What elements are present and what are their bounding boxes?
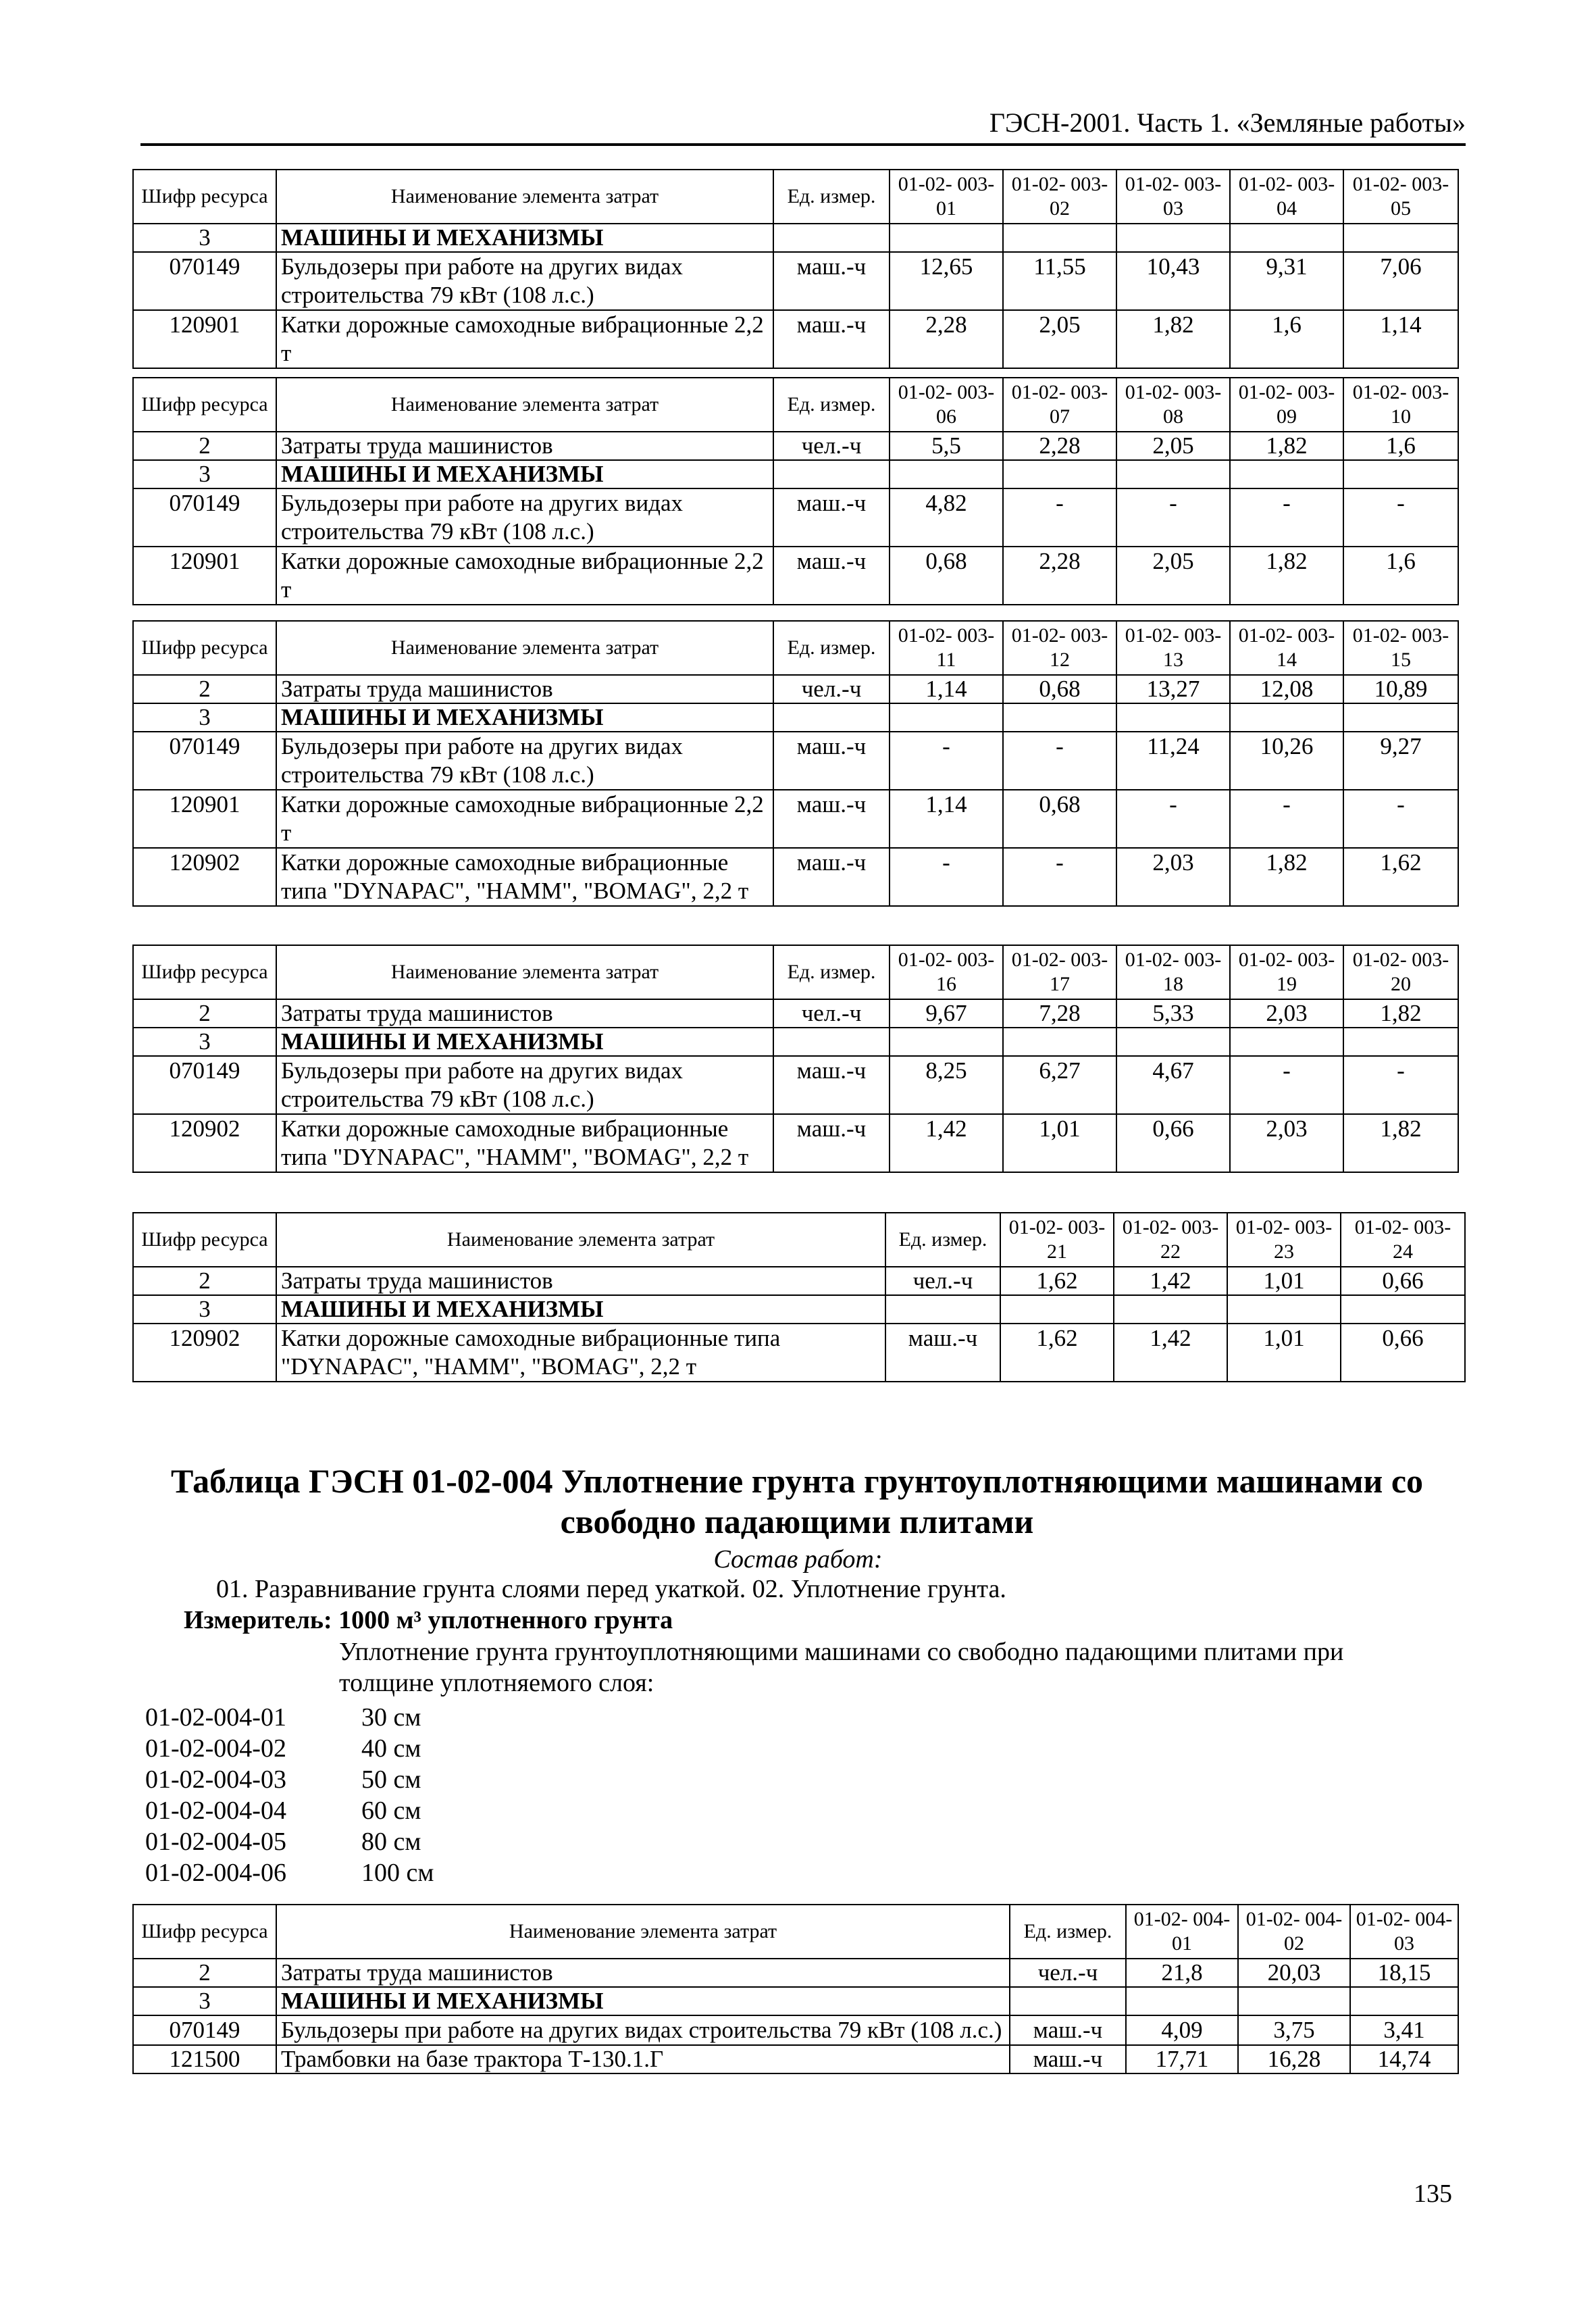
value-cell: 1,6 (1343, 547, 1458, 605)
resource-name: Катки дорожные самоходные вибрационные 2,2 т (276, 790, 773, 848)
value-cell: 9,67 (890, 999, 1003, 1028)
value-cell: 1,82 (1230, 432, 1343, 460)
value-cell (890, 224, 1003, 252)
resource-name: Затраты труда машинистов (276, 1959, 1010, 1987)
value-cell: - (890, 848, 1003, 906)
variant-value: 40 см (361, 1734, 421, 1763)
resource-unit: маш.-ч (773, 547, 890, 605)
value-cell: - (890, 732, 1003, 790)
table-row (133, 310, 1458, 368)
resource-code: 120902 (133, 848, 276, 906)
header-norm-code: 01-02- 003-22 (1114, 1213, 1227, 1267)
header-rule (140, 143, 1466, 146)
resource-name: Бульдозеры при работе на других видах строительства 79 кВт (108 л.с.) (276, 252, 773, 310)
table-row (133, 703, 1458, 732)
header-code: Шифр ресурса (133, 170, 276, 224)
value-cell: 8,25 (890, 1056, 1003, 1114)
header-norm-code: 01-02- 003-05 (1343, 170, 1458, 224)
value-cell (1003, 1028, 1116, 1056)
table-row (133, 732, 1458, 790)
value-cell: 1,14 (1343, 310, 1458, 368)
value-cell: 1,62 (1000, 1267, 1114, 1295)
value-cell: 16,28 (1238, 2045, 1350, 2073)
value-cell: 2,28 (890, 310, 1003, 368)
value-cell (1003, 224, 1116, 252)
header-unit: Ед. измер. (773, 621, 890, 675)
header-norm-code: 01-02- 003-23 (1227, 1213, 1341, 1267)
table-row (133, 1324, 1465, 1382)
header-norm-code: 01-02- 003-10 (1343, 378, 1458, 432)
header-norm-code: 01-02- 003-01 (890, 170, 1003, 224)
table-row (133, 1114, 1458, 1172)
table-row (133, 547, 1458, 605)
resource-unit: чел.-ч (773, 999, 890, 1028)
value-cell: 18,15 (1350, 1959, 1458, 1987)
resource-code: 070149 (133, 2015, 276, 2045)
variant-value: 80 см (361, 1828, 421, 1856)
resource-code: 3 (133, 1295, 276, 1324)
norm-table-2 (132, 377, 1459, 605)
variant-row (145, 1765, 421, 1794)
resource-code: 120902 (133, 1324, 276, 1382)
value-cell: 4,09 (1126, 2015, 1238, 2045)
variant-value: 50 см (361, 1765, 421, 1794)
norm-table-5 (132, 1212, 1466, 1382)
header-name: Наименование элемента затрат (276, 378, 773, 432)
resource-unit (773, 460, 890, 488)
resource-name: МАШИНЫ И МЕХАНИЗМЫ (276, 1295, 885, 1324)
value-cell (1230, 460, 1343, 488)
value-cell: 12,08 (1230, 675, 1343, 703)
header-norm-code: 01-02- 003-11 (890, 621, 1003, 675)
value-cell: 2,28 (1003, 547, 1116, 605)
variant-value: 100 см (361, 1859, 434, 1887)
value-cell: 0,66 (1341, 1324, 1465, 1382)
value-cell (1230, 224, 1343, 252)
value-cell: 12,65 (890, 252, 1003, 310)
resource-code: 3 (133, 1028, 276, 1056)
value-cell: 1,62 (1000, 1324, 1114, 1382)
value-cell: 1,42 (1114, 1324, 1227, 1382)
value-cell: 1,01 (1227, 1267, 1341, 1295)
resource-name: Затраты труда машинистов (276, 432, 773, 460)
resource-unit: чел.-ч (885, 1267, 1000, 1295)
resource-unit: маш.-ч (1010, 2015, 1126, 2045)
resource-name: МАШИНЫ И МЕХАНИЗМЫ (276, 224, 773, 252)
value-cell: 7,06 (1343, 252, 1458, 310)
value-cell (1116, 460, 1230, 488)
value-cell: 2,05 (1116, 432, 1230, 460)
header-norm-code: 01-02- 003-02 (1003, 170, 1116, 224)
table-row (133, 488, 1458, 547)
value-cell: 9,27 (1343, 732, 1458, 790)
variant-row (145, 1703, 421, 1732)
header-norm-code: 01-02- 003-13 (1116, 621, 1230, 675)
resource-code: 120901 (133, 310, 276, 368)
resource-unit: маш.-ч (773, 1056, 890, 1114)
resource-code: 2 (133, 1267, 276, 1295)
resource-unit (1010, 1987, 1126, 2015)
header-norm-code: 01-02- 003-19 (1230, 945, 1343, 999)
resource-unit: маш.-ч (773, 1114, 890, 1172)
value-cell: 0,68 (890, 547, 1003, 605)
resource-code: 2 (133, 1959, 276, 1987)
value-cell: 1,14 (890, 675, 1003, 703)
value-cell: - (1230, 790, 1343, 848)
value-cell: 7,28 (1003, 999, 1116, 1028)
value-cell (1114, 1295, 1227, 1324)
resource-code: 120902 (133, 1114, 276, 1172)
header-name: Наименование элемента затрат (276, 1905, 1010, 1959)
header-unit: Ед. измер. (773, 378, 890, 432)
value-cell: 2,05 (1116, 547, 1230, 605)
value-cell: 2,03 (1230, 1114, 1343, 1172)
work-items: 01. Разравнивание грунта слоями перед укаткой. 02. Уплотнение грунта. (216, 1575, 1006, 1603)
header-norm-code: 01-02- 003-16 (890, 945, 1003, 999)
resource-code: 070149 (133, 1056, 276, 1114)
value-cell: - (1343, 488, 1458, 547)
header-code: Шифр ресурса (133, 621, 276, 675)
value-cell: 10,89 (1343, 675, 1458, 703)
header-code: Шифр ресурса (133, 378, 276, 432)
value-cell (1343, 1028, 1458, 1056)
resource-name: Затраты труда машинистов (276, 675, 773, 703)
resource-code: 3 (133, 1987, 276, 2015)
value-cell: 2,03 (1230, 999, 1343, 1028)
value-cell: 0,68 (1003, 675, 1116, 703)
norm-table-3 (132, 620, 1459, 907)
resource-code: 2 (133, 999, 276, 1028)
header-norm-code: 01-02- 004-01 (1126, 1905, 1238, 1959)
resource-unit (773, 1028, 890, 1056)
norm-table-4 (132, 945, 1459, 1173)
value-cell: 17,71 (1126, 2045, 1238, 2073)
header-code: Шифр ресурса (133, 1905, 276, 1959)
value-cell: - (1116, 790, 1230, 848)
value-cell: 1,14 (890, 790, 1003, 848)
resource-code: 070149 (133, 252, 276, 310)
resource-code: 3 (133, 703, 276, 732)
value-cell: 1,6 (1230, 310, 1343, 368)
section-title: Таблица ГЭСН 01-02-004 Уплотнение грунта грунтоуплотняющими машинами со свободно падающими плитами (170, 1462, 1424, 1540)
header-unit: Ед. измер. (1010, 1905, 1126, 1959)
variant-row (145, 1796, 421, 1826)
value-cell: 2,03 (1116, 848, 1230, 906)
value-cell (1343, 703, 1458, 732)
header-name: Наименование элемента затрат (276, 621, 773, 675)
header-norm-code: 01-02- 003-20 (1343, 945, 1458, 999)
table-row (133, 790, 1458, 848)
value-cell (890, 460, 1003, 488)
table-row (133, 1267, 1465, 1295)
work-composition-label: Состав работ: (713, 1545, 883, 1574)
table-row (133, 848, 1458, 906)
table-row (133, 1959, 1458, 1987)
resource-name: Бульдозеры при работе на других видах строительства 79 кВт (108 л.с.) (276, 1056, 773, 1114)
header-norm-code: 01-02- 003-12 (1003, 621, 1116, 675)
value-cell (1126, 1987, 1238, 2015)
value-cell: 21,8 (1126, 1959, 1238, 1987)
header-unit: Ед. измер. (773, 945, 890, 999)
value-cell: 1,6 (1343, 432, 1458, 460)
header-norm-code: 01-02- 004-03 (1350, 1905, 1458, 1959)
variant-code: 01-02-004-03 (145, 1765, 286, 1794)
value-cell (1341, 1295, 1465, 1324)
resource-name: Катки дорожные самоходные вибрационные 2,2 т (276, 547, 773, 605)
norm-description: Уплотнение грунта грунтоуплотняющими машинами со свободно падающими плитами при толщине уплотняемого слоя: (339, 1638, 1344, 1697)
value-cell: 1,82 (1230, 547, 1343, 605)
resource-unit: маш.-ч (773, 310, 890, 368)
norm-table-1 (132, 169, 1459, 369)
resource-name: Затраты труда машинистов (276, 999, 773, 1028)
value-cell: 1,82 (1230, 848, 1343, 906)
page-number: 135 (1414, 2180, 1452, 2208)
header-name: Наименование элемента затрат (276, 945, 773, 999)
value-cell: 0,66 (1116, 1114, 1230, 1172)
value-cell: 11,55 (1003, 252, 1116, 310)
resource-code: 2 (133, 432, 276, 460)
resource-name: Бульдозеры при работе на других видах строительства 79 кВт (108 л.с.) (276, 2015, 1010, 2045)
resource-name: Бульдозеры при работе на других видах строительства 79 кВт (108 л.с.) (276, 732, 773, 790)
value-cell: 1,42 (1114, 1267, 1227, 1295)
value-cell (1350, 1987, 1458, 2015)
resource-code: 3 (133, 460, 276, 488)
resource-code: 120901 (133, 547, 276, 605)
header-norm-code: 01-02- 003-04 (1230, 170, 1343, 224)
value-cell: 13,27 (1116, 675, 1230, 703)
table-row (133, 1987, 1458, 2015)
value-cell: 1,82 (1116, 310, 1230, 368)
resource-unit (773, 703, 890, 732)
value-cell: - (1230, 1056, 1343, 1114)
header-norm-code: 01-02- 003-15 (1343, 621, 1458, 675)
variant-row (145, 1858, 434, 1888)
resource-unit: маш.-ч (773, 252, 890, 310)
resource-code: 121500 (133, 2045, 276, 2073)
resource-name: МАШИНЫ И МЕХАНИЗМЫ (276, 1987, 1010, 2015)
table-row (133, 2015, 1458, 2045)
value-cell: 14,74 (1350, 2045, 1458, 2073)
value-cell: 2,28 (1003, 432, 1116, 460)
value-cell: - (1343, 790, 1458, 848)
norm-table-6 (132, 1904, 1459, 2074)
header-norm-code: 01-02- 003-21 (1000, 1213, 1114, 1267)
value-cell: 1,01 (1003, 1114, 1116, 1172)
resource-name: Катки дорожные самоходные вибрационные типа "DYNAPAC", "HAMM", "BOMAG", 2,2 т (276, 1324, 885, 1382)
value-cell: - (1003, 732, 1116, 790)
table-row (133, 460, 1458, 488)
resource-code: 2 (133, 675, 276, 703)
value-cell: 3,41 (1350, 2015, 1458, 2045)
header-norm-code: 01-02- 003-03 (1116, 170, 1230, 224)
header-norm-code: 01-02- 003-07 (1003, 378, 1116, 432)
value-cell: - (1343, 1056, 1458, 1114)
value-cell: 9,31 (1230, 252, 1343, 310)
value-cell (1227, 1295, 1341, 1324)
value-cell: 6,27 (1003, 1056, 1116, 1114)
value-cell: 1,42 (890, 1114, 1003, 1172)
header-name: Наименование элемента затрат (276, 170, 773, 224)
resource-code: 120901 (133, 790, 276, 848)
resource-code: 070149 (133, 488, 276, 547)
resource-unit: маш.-ч (773, 848, 890, 906)
resource-unit: маш.-ч (885, 1324, 1000, 1382)
value-cell: 4,67 (1116, 1056, 1230, 1114)
resource-unit: маш.-ч (773, 732, 890, 790)
value-cell: 1,82 (1343, 1114, 1458, 1172)
value-cell: 5,5 (890, 432, 1003, 460)
header-norm-code: 01-02- 003-08 (1116, 378, 1230, 432)
value-cell: 2,05 (1003, 310, 1116, 368)
header-name: Наименование элемента затрат (276, 1213, 885, 1267)
resource-name: МАШИНЫ И МЕХАНИЗМЫ (276, 703, 773, 732)
running-header: ГЭСН-2001. Часть 1. «Земляные работы» (989, 107, 1466, 138)
resource-unit (885, 1295, 1000, 1324)
table-row (133, 999, 1458, 1028)
table-row (133, 675, 1458, 703)
header-norm-code: 01-02- 003-09 (1230, 378, 1343, 432)
value-cell (1238, 1987, 1350, 2015)
value-cell: 3,75 (1238, 2015, 1350, 2045)
value-cell: 11,24 (1116, 732, 1230, 790)
value-cell (1003, 703, 1116, 732)
resource-name: Катки дорожные самоходные вибрационные типа "DYNAPAC", "HAMM", "BOMAG", 2,2 т (276, 848, 773, 906)
resource-name: Катки дорожные самоходные вибрационные 2,2 т (276, 310, 773, 368)
value-cell: - (1003, 488, 1116, 547)
table-row (133, 2045, 1458, 2073)
resource-code: 070149 (133, 732, 276, 790)
resource-unit: чел.-ч (773, 675, 890, 703)
value-cell (1116, 224, 1230, 252)
resource-name: Бульдозеры при работе на других видах строительства 79 кВт (108 л.с.) (276, 488, 773, 547)
measure-unit: Измеритель: 1000 м³ уплотненного грунта (184, 1606, 673, 1634)
variant-code: 01-02-004-05 (145, 1828, 286, 1856)
header-norm-code: 01-02- 004-02 (1238, 1905, 1350, 1959)
value-cell (1230, 1028, 1343, 1056)
variant-code: 01-02-004-02 (145, 1734, 286, 1763)
value-cell: 1,62 (1343, 848, 1458, 906)
header-code: Шифр ресурса (133, 1213, 276, 1267)
value-cell: 5,33 (1116, 999, 1230, 1028)
header-code: Шифр ресурса (133, 945, 276, 999)
header-unit: Ед. измер. (773, 170, 890, 224)
resource-name: МАШИНЫ И МЕХАНИЗМЫ (276, 1028, 773, 1056)
value-cell (1003, 460, 1116, 488)
table-row (133, 1056, 1458, 1114)
value-cell: - (1003, 848, 1116, 906)
table-row (133, 432, 1458, 460)
header-unit: Ед. измер. (885, 1213, 1000, 1267)
value-cell: 0,66 (1341, 1267, 1465, 1295)
value-cell: 4,82 (890, 488, 1003, 547)
header-norm-code: 01-02- 003-18 (1116, 945, 1230, 999)
value-cell (1116, 703, 1230, 732)
header-norm-code: 01-02- 003-14 (1230, 621, 1343, 675)
resource-name: Трамбовки на базе трактора Т-130.1.Г (276, 2045, 1010, 2073)
value-cell: 0,68 (1003, 790, 1116, 848)
variant-code: 01-02-004-06 (145, 1859, 286, 1887)
table-row (133, 1295, 1465, 1324)
value-cell (1343, 460, 1458, 488)
resource-unit (773, 224, 890, 252)
variant-row (145, 1827, 421, 1857)
value-cell (890, 703, 1003, 732)
resource-unit: маш.-ч (773, 790, 890, 848)
value-cell (1000, 1295, 1114, 1324)
table-row (133, 224, 1458, 252)
value-cell: 20,03 (1238, 1959, 1350, 1987)
resource-unit: маш.-ч (773, 488, 890, 547)
value-cell: 10,43 (1116, 252, 1230, 310)
resource-unit: маш.-ч (1010, 2045, 1126, 2073)
value-cell: 1,82 (1343, 999, 1458, 1028)
resource-name: МАШИНЫ И МЕХАНИЗМЫ (276, 460, 773, 488)
table-row (133, 252, 1458, 310)
value-cell: 10,26 (1230, 732, 1343, 790)
value-cell (1116, 1028, 1230, 1056)
table-row (133, 1028, 1458, 1056)
value-cell (1230, 703, 1343, 732)
value-cell: 1,01 (1227, 1324, 1341, 1382)
resource-unit: чел.-ч (773, 432, 890, 460)
variant-value: 60 см (361, 1796, 421, 1825)
value-cell (1343, 224, 1458, 252)
header-norm-code: 01-02- 003-17 (1003, 945, 1116, 999)
variant-value: 30 см (361, 1703, 421, 1732)
value-cell: - (1230, 488, 1343, 547)
value-cell (890, 1028, 1003, 1056)
resource-code: 3 (133, 224, 276, 252)
variant-code: 01-02-004-04 (145, 1796, 286, 1825)
resource-name: Затраты труда машинистов (276, 1267, 885, 1295)
variant-row (145, 1734, 421, 1763)
variant-code: 01-02-004-01 (145, 1703, 286, 1732)
resource-unit: чел.-ч (1010, 1959, 1126, 1987)
header-norm-code: 01-02- 003-06 (890, 378, 1003, 432)
header-norm-code: 01-02- 003-24 (1341, 1213, 1465, 1267)
resource-name: Катки дорожные самоходные вибрационные типа "DYNAPAC", "HAMM", "BOMAG", 2,2 т (276, 1114, 773, 1172)
value-cell: - (1116, 488, 1230, 547)
